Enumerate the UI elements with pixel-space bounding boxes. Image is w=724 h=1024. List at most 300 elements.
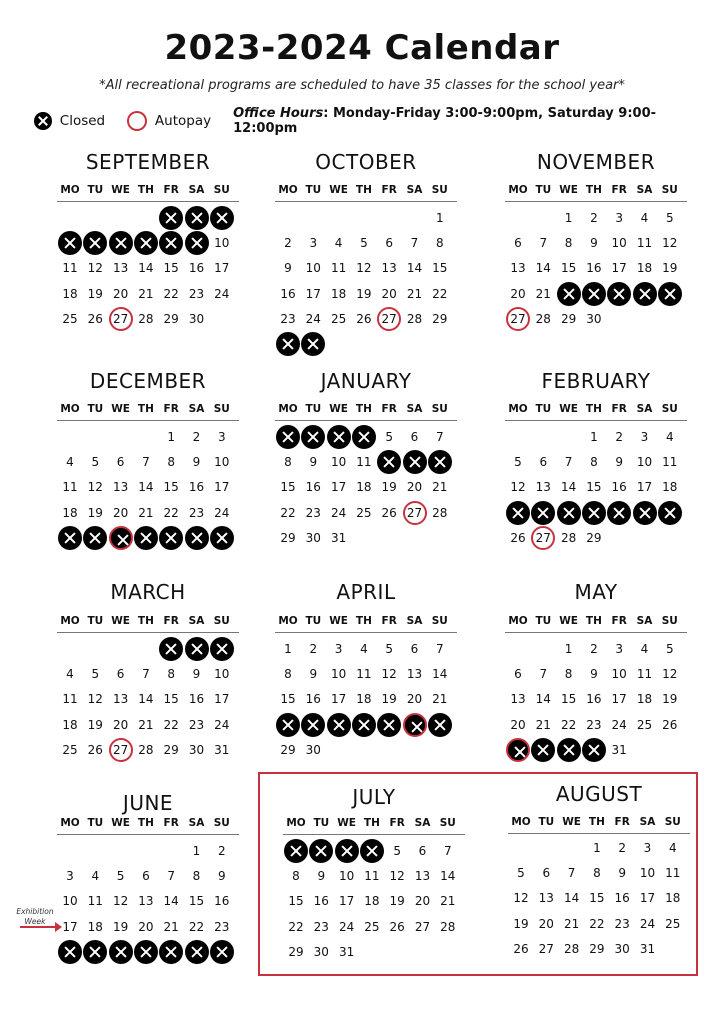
- closed-day: 19: [506, 501, 530, 525]
- closed-day: 25: [658, 501, 682, 525]
- weekday-su: SU: [431, 184, 448, 196]
- closed-day: 1: [159, 637, 183, 661]
- weekday-th: TH: [363, 817, 380, 829]
- weekday-tu: TU: [305, 184, 322, 196]
- calendar-day: 18: [356, 692, 372, 707]
- weekday-th: TH: [585, 184, 602, 196]
- closed-day: 30: [185, 526, 209, 550]
- calendar-day: 29: [589, 941, 605, 956]
- calendar-day: 5: [116, 869, 125, 884]
- weekday-sa: SA: [406, 184, 423, 196]
- weekday-fr: FR: [614, 816, 630, 828]
- calendar-day: 30: [305, 530, 321, 545]
- header-rule: [505, 632, 687, 633]
- calendar-day: 6: [385, 236, 393, 251]
- calendar-day: 12: [662, 236, 678, 251]
- month-july: [283, 785, 465, 994]
- closed-day: 23: [301, 713, 325, 737]
- calendar-day: 20: [538, 916, 554, 931]
- weekday-sa: SA: [188, 184, 205, 196]
- calendar-day: 6: [116, 667, 125, 682]
- calendar-day: 9: [309, 667, 318, 682]
- weekday-header: [275, 184, 457, 202]
- calendar-day: 5: [360, 236, 368, 251]
- header-rule: [275, 420, 457, 421]
- calendar-day: 26: [662, 717, 678, 732]
- calendar-day: 4: [665, 430, 674, 444]
- calendar-day: 20: [510, 286, 526, 301]
- weekday-su: SU: [664, 816, 681, 828]
- closed-day: 26: [658, 282, 682, 306]
- calendar-day: 20: [510, 717, 526, 732]
- calendar-day: 11: [636, 667, 653, 682]
- calendar-day: 9: [618, 866, 626, 881]
- calendar-day: 16: [611, 480, 627, 495]
- closed-day: 3: [210, 637, 234, 661]
- weekday-tu: TU: [87, 615, 104, 627]
- calendar-day: 19: [381, 692, 397, 707]
- calendar-day: 12: [389, 869, 405, 884]
- weekday-th: TH: [137, 403, 154, 415]
- calendar-day: 18: [62, 505, 78, 520]
- calendar-day: 10: [214, 667, 230, 682]
- calendar-day: 23: [214, 919, 230, 934]
- calendar-day: 24: [305, 311, 321, 326]
- calendar-day: 5: [665, 211, 674, 225]
- closed-day: 25: [58, 526, 82, 550]
- calendar-day: 24: [338, 919, 355, 934]
- calendar-day: 11: [662, 455, 678, 470]
- calendar-day: 25: [665, 916, 681, 931]
- calendar-day: 19: [87, 505, 103, 520]
- closed-day: 27: [506, 738, 530, 762]
- weekday-su: SU: [439, 817, 456, 829]
- calendar-day: 14: [163, 894, 179, 909]
- calendar-day: 2: [615, 430, 623, 444]
- closed-day: 26: [83, 526, 107, 550]
- month-name: JUNE: [122, 791, 174, 815]
- month-name: JANUARY: [320, 369, 412, 393]
- calendar-day: 29: [280, 530, 296, 545]
- calendar-day: 6: [142, 869, 150, 884]
- calendar-day: 18: [62, 717, 78, 732]
- month-february: [505, 369, 687, 580]
- calendar-day: 21: [535, 286, 551, 301]
- calendar-day: 22: [589, 916, 605, 931]
- calendar-day: 13: [112, 261, 129, 276]
- calendar-day: 16: [313, 894, 329, 909]
- calendar-day: 22: [432, 286, 448, 301]
- calendar-day: 13: [538, 891, 554, 906]
- calendar-day: 15: [280, 480, 296, 495]
- weekday-su: SU: [213, 184, 230, 196]
- closed-day: 28: [159, 940, 183, 964]
- calendar-day: 10: [330, 667, 347, 682]
- calendar-day: 15: [589, 891, 605, 906]
- weekday-mo: MO: [60, 817, 80, 829]
- calendar-day: 7: [539, 667, 548, 682]
- calendar-day: 7: [167, 869, 175, 884]
- weekday-th: TH: [355, 184, 372, 196]
- calendar-day: 10: [639, 866, 656, 881]
- calendar-day: 30: [586, 311, 602, 326]
- calendar-day: 16: [280, 286, 296, 301]
- calendar-day: 1: [284, 642, 292, 656]
- calendar-day: 8: [284, 667, 292, 682]
- weekday-sa: SA: [188, 615, 205, 627]
- closed-day: 29: [557, 738, 581, 762]
- calendar-day: 9: [284, 261, 292, 276]
- weekday-fr: FR: [381, 184, 397, 196]
- legend-autopay-label: Autopay: [154, 113, 212, 129]
- calendar-day: 10: [62, 894, 78, 909]
- calendar-day: 4: [66, 667, 74, 682]
- calendar-day: 6: [410, 642, 419, 656]
- calendar-day: 28: [535, 311, 551, 326]
- weekday-fr: FR: [381, 615, 397, 627]
- calendar-day: 5: [393, 844, 401, 858]
- calendar-day: 19: [112, 919, 129, 934]
- closed-day: 22: [582, 501, 606, 525]
- weekday-su: SU: [213, 615, 230, 627]
- calendar-day: 5: [517, 866, 525, 881]
- calendar-day: 22: [163, 717, 179, 732]
- calendar-day: 14: [560, 480, 577, 495]
- closed-day: 2: [185, 637, 209, 661]
- month-november: [505, 150, 687, 361]
- weekday-th: TH: [355, 615, 372, 627]
- weekday-fr: FR: [163, 184, 179, 196]
- closed-day: 4: [352, 425, 376, 449]
- calendar-day: 16: [305, 692, 321, 707]
- calendar-day: 7: [539, 236, 548, 251]
- closed-day: 30: [210, 940, 234, 964]
- calendar-day: 14: [440, 869, 456, 884]
- calendar-day: 3: [615, 642, 623, 656]
- calendar-day: 21: [535, 717, 551, 732]
- calendar-day: 7: [564, 455, 573, 470]
- closed-day: 7: [134, 231, 158, 255]
- weekday-th: TH: [137, 184, 154, 196]
- calendar-day: 5: [514, 455, 522, 470]
- calendar-day: 16: [614, 891, 630, 906]
- weekday-header: [505, 184, 687, 202]
- calendar-day: 16: [305, 480, 321, 495]
- weekday-header: [275, 615, 457, 633]
- calendar-day: 10: [611, 667, 627, 682]
- calendar-day: 12: [87, 480, 103, 495]
- calendar-day: 11: [364, 869, 380, 884]
- calendar-day: 3: [66, 869, 74, 884]
- weekday-mo: MO: [286, 817, 306, 829]
- closed-day: 28: [134, 526, 158, 550]
- calendar-day: 22: [280, 505, 296, 520]
- calendar-day: 10: [214, 455, 230, 470]
- weekday-su: SU: [661, 615, 678, 627]
- calendar-day: 18: [356, 480, 372, 495]
- calendar-day: 7: [142, 667, 150, 682]
- weekday-su: SU: [661, 403, 678, 415]
- calendar-day: 30: [614, 941, 630, 956]
- weekday-header: [57, 403, 239, 421]
- calendar-day: 13: [381, 261, 397, 276]
- calendar-day: 22: [560, 717, 577, 732]
- calendar-day: 14: [535, 692, 551, 707]
- calendar-day: 10: [636, 455, 653, 470]
- weekday-header: [505, 403, 687, 421]
- autopay-day: 27: [531, 526, 555, 550]
- weekday-mo: MO: [278, 184, 298, 196]
- weekday-we: WE: [329, 615, 348, 627]
- calendar-day: 19: [662, 692, 678, 707]
- calendar-day: 3: [217, 430, 226, 444]
- calendar-day: 13: [112, 480, 129, 495]
- calendar-day: 5: [385, 642, 393, 656]
- calendar-day: 21: [432, 480, 448, 495]
- calendar-day: 8: [564, 667, 573, 682]
- calendar-day: 20: [112, 505, 129, 520]
- calendar-day: 17: [330, 692, 347, 707]
- calendar-day: 2: [309, 642, 318, 656]
- weekday-header: [505, 615, 687, 633]
- weekday-su: SU: [213, 403, 230, 415]
- calendar-day: 12: [87, 692, 103, 707]
- calendar-day: 22: [188, 919, 205, 934]
- calendar-day: 10: [214, 236, 230, 251]
- month-august: [508, 782, 690, 991]
- weekday-mo: MO: [508, 403, 528, 415]
- calendar-day: 19: [87, 717, 103, 732]
- weekday-th: TH: [585, 615, 602, 627]
- weekday-we: WE: [111, 403, 130, 415]
- header-rule: [57, 632, 239, 633]
- calendar-day: 26: [513, 941, 529, 956]
- calendar-day: 18: [62, 286, 78, 301]
- weekday-sa: SA: [414, 817, 431, 829]
- calendar-day: 8: [590, 455, 598, 470]
- weekday-th: TH: [588, 816, 605, 828]
- calendar-day: 12: [381, 667, 397, 682]
- weekday-sa: SA: [406, 403, 423, 415]
- month-name: AUGUST: [555, 782, 643, 806]
- calendar-day: 12: [87, 261, 103, 276]
- weekday-su: SU: [661, 184, 678, 196]
- autopay-icon: [127, 111, 147, 131]
- calendar-day: 26: [389, 919, 405, 934]
- calendar-day: 9: [309, 455, 318, 470]
- calendar-day: 15: [586, 480, 602, 495]
- autopay-day: 27: [506, 307, 530, 331]
- closed-day: 2: [301, 425, 325, 449]
- autopay-day: 27: [403, 501, 427, 525]
- calendar-day: 15: [163, 480, 179, 495]
- weekday-fr: FR: [381, 403, 397, 415]
- calendar-day: 14: [138, 480, 154, 495]
- exhibition-label-line1: Exhibition: [16, 907, 54, 916]
- weekday-sa: SA: [406, 615, 423, 627]
- calendar-day: 3: [309, 236, 318, 251]
- calendar-day: 10: [330, 455, 347, 470]
- weekday-th: TH: [137, 615, 154, 627]
- weekday-mo: MO: [511, 816, 531, 828]
- month-april: [275, 580, 457, 792]
- calendar-day: 23: [188, 505, 205, 520]
- header-rule: [57, 834, 239, 835]
- calendar-day: 17: [62, 919, 78, 934]
- calendar-day: 24: [214, 505, 230, 520]
- calendar-day: 18: [665, 891, 681, 906]
- calendar-day: 26: [356, 311, 372, 326]
- weekday-tu: TU: [305, 403, 322, 415]
- calendar-day: 17: [305, 286, 321, 301]
- calendar-day: 12: [510, 480, 526, 495]
- calendar-day: 22: [288, 919, 304, 934]
- calendar-day: 17: [611, 692, 627, 707]
- calendar-day: 13: [510, 692, 526, 707]
- closed-day: 3: [335, 839, 359, 863]
- header-rule: [275, 632, 457, 633]
- calendar-day: 29: [586, 530, 602, 545]
- closed-day: 25: [633, 282, 657, 306]
- weekday-we: WE: [329, 184, 348, 196]
- calendar-day: 20: [138, 919, 154, 934]
- closed-day: 4: [360, 839, 384, 863]
- month-december: [57, 369, 239, 580]
- calendar-day: 18: [662, 480, 678, 495]
- weekday-su: SU: [431, 403, 448, 415]
- calendar-day: 24: [639, 916, 656, 931]
- calendar-day: 16: [214, 894, 230, 909]
- weekday-we: WE: [559, 403, 578, 415]
- calendar-day: 16: [586, 692, 602, 707]
- exhibition-label-line2: Week: [24, 917, 46, 926]
- calendar-day: 13: [138, 894, 154, 909]
- closed-day: 4: [58, 231, 82, 255]
- calendar-day: 21: [163, 919, 179, 934]
- closed-day: 1: [159, 206, 183, 230]
- calendar-day: 28: [406, 311, 423, 326]
- office-hours-label: Office Hours: [233, 106, 324, 121]
- header-rule: [505, 201, 687, 202]
- closed-day: 12: [377, 450, 401, 474]
- calendar-day: 25: [330, 311, 347, 326]
- calendar-day: 14: [563, 891, 580, 906]
- calendar-day: 12: [662, 667, 678, 682]
- weekday-su: SU: [431, 615, 448, 627]
- calendar-day: 1: [564, 642, 573, 656]
- calendar-day: 23: [188, 717, 205, 732]
- calendar-day: 2: [284, 236, 292, 251]
- office-hours: [233, 106, 714, 136]
- weekday-we: WE: [562, 816, 581, 828]
- weekday-tu: TU: [87, 817, 104, 829]
- calendar-day: 2: [217, 844, 226, 858]
- header-rule: [283, 834, 465, 835]
- closed-day: 9: [185, 231, 209, 255]
- closed-day: 24: [327, 713, 351, 737]
- calendar-day: 8: [167, 667, 175, 682]
- calendar-day: 13: [414, 869, 431, 884]
- legend: [34, 108, 714, 134]
- weekday-su: SU: [213, 817, 230, 829]
- calendar-day: 21: [406, 286, 423, 301]
- calendar-day: 8: [435, 236, 444, 251]
- closed-day: 25: [83, 940, 107, 964]
- weekday-fr: FR: [163, 817, 179, 829]
- calendar-day: 18: [636, 692, 653, 707]
- weekday-th: TH: [137, 817, 154, 829]
- closed-day: 5: [83, 231, 107, 255]
- month-october: [275, 150, 457, 361]
- calendar-day: 19: [356, 286, 372, 301]
- calendar-day: 11: [87, 894, 103, 909]
- calendar-day: 2: [192, 430, 201, 444]
- calendar-day: 3: [640, 430, 649, 444]
- calendar-day: 9: [615, 455, 623, 470]
- calendar-day: 23: [305, 505, 321, 520]
- closed-day: 24: [633, 501, 657, 525]
- calendar-day: 20: [406, 480, 423, 495]
- calendar-day: 26: [510, 530, 526, 545]
- calendar-day: 15: [280, 692, 296, 707]
- weekday-sa: SA: [639, 816, 656, 828]
- closed-day: 13: [403, 450, 427, 474]
- month-september: [57, 150, 239, 361]
- calendar-day: 5: [91, 667, 100, 682]
- weekday-sa: SA: [636, 403, 653, 415]
- calendar-day: 8: [192, 869, 201, 884]
- calendar-day: 15: [188, 894, 205, 909]
- closed-day: 14: [428, 450, 452, 474]
- calendar-day: 13: [510, 261, 526, 276]
- closed-day: 2: [309, 839, 333, 863]
- calendar-day: 21: [440, 894, 456, 909]
- calendar-day: 9: [217, 869, 226, 884]
- calendar-day: 30: [313, 944, 329, 959]
- calendar-day: 8: [167, 455, 175, 470]
- page-title: 2023-2024 Calendar: [164, 28, 560, 68]
- weekday-tu: TU: [87, 184, 104, 196]
- calendar-day: 23: [614, 916, 630, 931]
- closed-day: 25: [352, 713, 376, 737]
- weekday-tu: TU: [535, 615, 552, 627]
- closed-day: 29: [159, 526, 183, 550]
- weekday-header: [57, 615, 239, 633]
- calendar-day: 22: [163, 286, 179, 301]
- calendar-day: 16: [586, 261, 602, 276]
- calendar-day: 20: [112, 286, 129, 301]
- calendar-day: 1: [593, 841, 601, 855]
- calendar-day: 29: [288, 944, 304, 959]
- calendar-day: 1: [167, 430, 175, 444]
- closed-day: 29: [185, 940, 209, 964]
- calendar-day: 16: [188, 480, 205, 495]
- weekday-header: [57, 184, 239, 202]
- closed-day: 1: [284, 839, 308, 863]
- weekday-we: WE: [337, 817, 356, 829]
- calendar-day: 13: [535, 480, 551, 495]
- calendar-day: 4: [668, 841, 677, 855]
- calendar-day: 23: [188, 286, 205, 301]
- weekday-sa: SA: [636, 615, 653, 627]
- month-january: [275, 369, 457, 580]
- weekday-fr: FR: [611, 184, 627, 196]
- office-hours-text: : Monday-Friday 3:00-9:00pm, Saturday 9:00-12:00pm: [233, 106, 657, 136]
- calendar-day: 13: [406, 667, 423, 682]
- calendar-day: 23: [280, 311, 296, 326]
- exhibition-arrow-icon: [20, 926, 60, 928]
- calendar-day: 26: [87, 311, 103, 326]
